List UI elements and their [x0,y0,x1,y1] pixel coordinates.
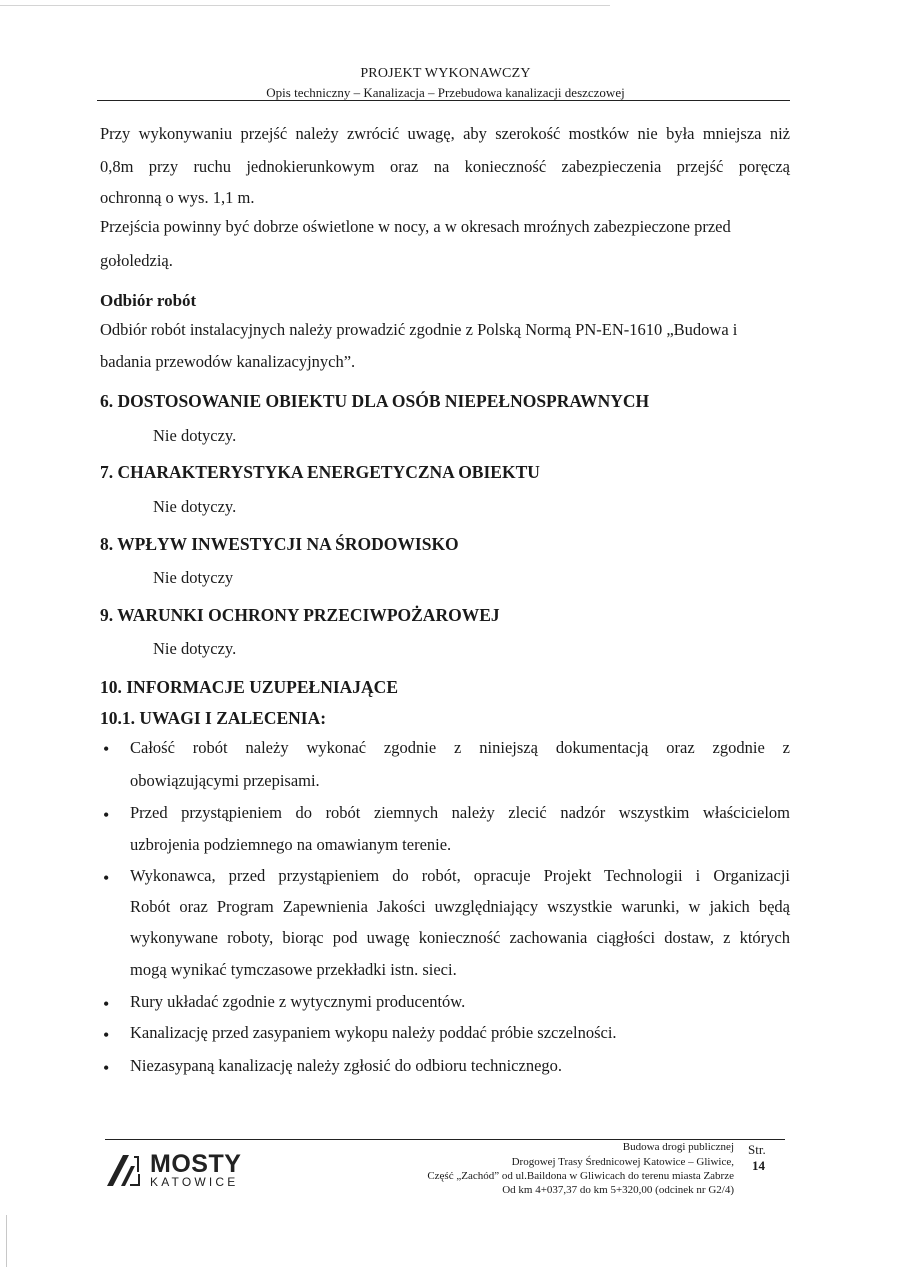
bullet-3-line-1: Wykonawca, przed przystąpieniem do robót, opracuje Projekt Technologii i Organizacji [130,866,790,885]
section-8-heading: 8. WPŁYW INWESTYCJI NA ŚRODOWISKO [100,534,459,554]
scan-artifact-left [6,1215,7,1267]
footer-line-4: Od km 4+037,37 do km 5+320,00 (odcinek nr G2/4) [502,1184,734,1196]
bullet-marker: • [103,1058,110,1078]
footer-line-2: Drogowej Trasy Średnicowej Katowice – Gliwice, [511,1156,734,1168]
header-subtitle: Opis techniczny – Kanalizacja – Przebudowa kanalizacji deszczowej [266,85,625,100]
bullet-3-line-3: wykonywane roboty, biorąc pod uwagę konieczność zachowania ciągłości dostaw, z których [130,928,790,947]
page-label: Str. [748,1142,766,1157]
intro-line-2: 0,8m przy ruchu jednokierunkowym oraz na konieczność zabezpieczenia przejść poręczą [100,157,790,176]
section-9-heading: 9. WARUNKI OCHRONY PRZECIWPOŻAROWEJ [100,605,500,625]
footer-line-1: Budowa drogi publicznej [622,1141,734,1153]
bullet-3-line-4: mogą wynikać tymczasowe przekładki istn. sieci. [130,960,457,979]
section-6-heading: 6. DOSTOSOWANIE OBIEKTU DLA OSÓB NIEPEŁNOSPRAWNYCH [100,391,650,411]
bullet-3-line-2: Robót oraz Program Zapewnienia Jakości uwzględniający wszystkie warunki, w jakich będą [130,897,790,916]
odbior-line-1: Odbiór robót instalacyjnych należy prowadzić zgodnie z Polską Normą PN-EN-1610 „Budowa i [100,320,738,339]
intro-line-5: gołoledzią. [100,251,173,270]
bullet-1-line-2: obowiązującymi przepisami. [130,771,320,790]
section-8-body: Nie dotyczy [153,568,234,587]
scan-artifact-top [0,5,610,6]
bullet-5-line-1: Kanalizację przed zasypaniem wykopu należy poddać próbie szczelności. [130,1023,617,1042]
bullet-marker: • [103,1025,110,1045]
odbior-line-2: badania przewodów kanalizacyjnych”. [100,352,356,371]
page-number: 14 [752,1158,765,1173]
bullet-2-line-2: uzbrojenia podziemnego na omawianym terenie. [130,835,452,854]
intro-line-3: ochronną o wys. 1,1 m. [100,188,255,207]
section-7-body: Nie dotyczy. [153,497,237,516]
logo-wordmark: MOSTY [150,1150,242,1178]
section-9-body: Nie dotyczy. [153,639,237,658]
intro-line-1: Przy wykonywaniu przejść należy zwrócić uwagę, aby szerokość mostków nie była mniejsza niż [100,124,790,143]
bullet-6-line-1: Niezasypaną kanalizację należy zgłosić do odbioru technicznego. [130,1056,563,1075]
header-rule [97,100,790,101]
bullet-4-line-1: Rury układać zgodnie z wytycznymi producentów. [130,992,466,1011]
footer-rule [105,1139,785,1140]
bullet-marker: • [103,739,110,759]
header-title: PROJEKT WYKONAWCZY [360,66,531,81]
footer-line-3: Część „Zachód” od ul.Baildona w Gliwicach do terenu miasta Zabrze [427,1170,734,1182]
bullet-marker: • [103,994,110,1014]
bullet-1-line-1: Całość robót należy wykonać zgodnie z niniejszą dokumentacją oraz zgodnie z [130,738,790,757]
bullet-marker: • [103,868,110,888]
logo-subtitle: KATOWICE [150,1175,239,1189]
bullet-2-line-1: Przed przystąpieniem do robót ziemnych należy zlecić nadzór wszystkim właścicielom [130,803,790,822]
section-10-1-heading: 10.1. UWAGI I ZALECENIA: [100,708,327,728]
section-7-heading: 7. CHARAKTERYSTYKA ENERGETYCZNA OBIEKTU [100,462,540,482]
odbior-heading: Odbiór robót [100,291,197,310]
section-6-body: Nie dotyczy. [153,426,237,445]
intro-line-4: Przejścia powinny być dobrze oświetlone w nocy, a w okresach mroźnych zabezpieczone przed [100,217,731,236]
mosty-logo-icon [104,1152,146,1188]
section-10-heading: 10. INFORMACJE UZUPEŁNIAJĄCE [100,677,398,697]
bullet-marker: • [103,805,110,825]
